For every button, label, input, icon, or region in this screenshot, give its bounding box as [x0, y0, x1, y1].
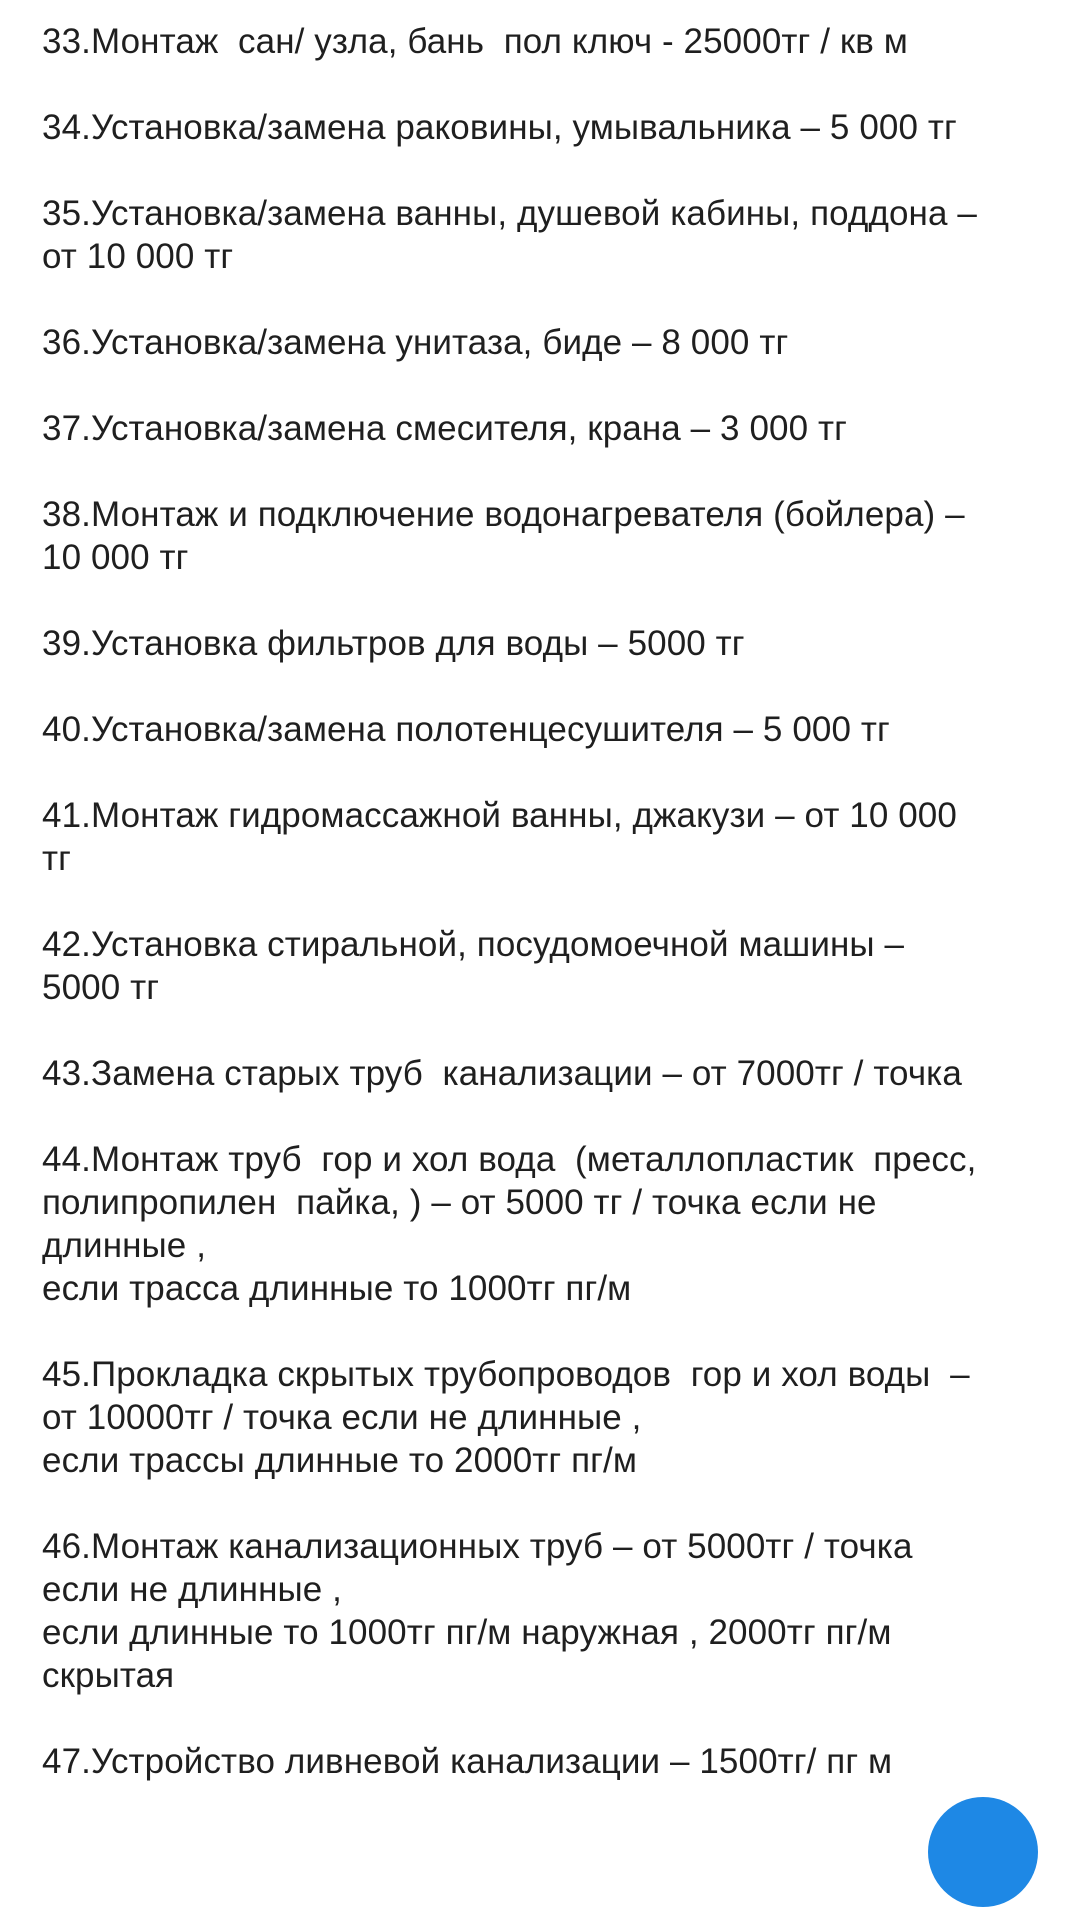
item-line: 37.Установка/замена смесителя, крана – 3 000 тг [42, 409, 847, 448]
item-line: если длинные то 1000тг пг/м наружная , 2000тг пг/м [42, 1613, 892, 1652]
price-item-43 [42, 1052, 1052, 1095]
item-line: 33.Монтаж сан/ узла, бань пол ключ - 25000тг / кв м [42, 22, 908, 61]
item-line: 45.Прокладка скрытых трубопроводов гор и хол воды – [42, 1355, 970, 1394]
item-line: полипропилен пайка, ) – от 5000 тг / точка если не [42, 1183, 877, 1222]
price-item-39 [42, 622, 1052, 665]
item-line: 10 000 тг [42, 538, 189, 577]
floating-action-button[interactable] [928, 1797, 1038, 1907]
item-line: от 10 000 тг [42, 237, 234, 276]
item-line: 5000 тг [42, 968, 160, 1007]
item-line: 46.Монтаж канализационных труб – от 5000тг / точка [42, 1527, 913, 1566]
item-line: 47.Устройство ливневой канализации – 1500тг/ пг м [42, 1742, 893, 1781]
item-line: 38.Монтаж и подключение водонагревателя (бойлера) – [42, 495, 965, 534]
item-line: 41.Монтаж гидромассажной ванны, джакузи – от 10 000 [42, 796, 957, 835]
price-item-33 [42, 20, 1052, 63]
price-item-47 [42, 1740, 1052, 1783]
item-line: скрытая [42, 1656, 175, 1695]
price-item-38 [42, 493, 1052, 579]
item-line: от 10000тг / точка если не длинные , [42, 1398, 642, 1437]
price-item-45 [42, 1353, 1052, 1482]
price-item-44 [42, 1138, 1052, 1310]
price-item-37 [42, 407, 1052, 450]
price-item-46 [42, 1525, 1052, 1697]
item-line: 35.Установка/замена ванны, душевой кабины, поддона – [42, 194, 977, 233]
item-line: тг [42, 839, 71, 878]
item-line: если не длинные , [42, 1570, 343, 1609]
price-item-36 [42, 321, 1052, 364]
price-item-34 [42, 106, 1052, 149]
item-line: 39.Установка фильтров для воды – 5000 тг [42, 624, 745, 663]
item-line: 43.Замена старых труб канализации – от 7000тг / точка [42, 1054, 962, 1093]
item-line: 40.Установка/замена полотенцесушителя – 5 000 тг [42, 710, 890, 749]
item-line: 42.Установка стиральной, посудомоечной машины – [42, 925, 905, 964]
price-item-35 [42, 192, 1052, 278]
item-line: если трассы длинные то 2000тг пг/м [42, 1441, 638, 1480]
item-line: 36.Установка/замена унитаза, биде – 8 000 тг [42, 323, 789, 362]
item-line: длинные , [42, 1226, 207, 1265]
price-item-41 [42, 794, 1052, 880]
price-list [42, 20, 1052, 1826]
price-item-40 [42, 708, 1052, 751]
item-line: 34.Установка/замена раковины, умывальника – 5 000 тг [42, 108, 957, 147]
item-line: если трасса длинные то 1000тг пг/м [42, 1269, 632, 1308]
price-item-42 [42, 923, 1052, 1009]
item-line: 44.Монтаж труб гор и хол вода (металлопластик пресс, [42, 1140, 977, 1179]
